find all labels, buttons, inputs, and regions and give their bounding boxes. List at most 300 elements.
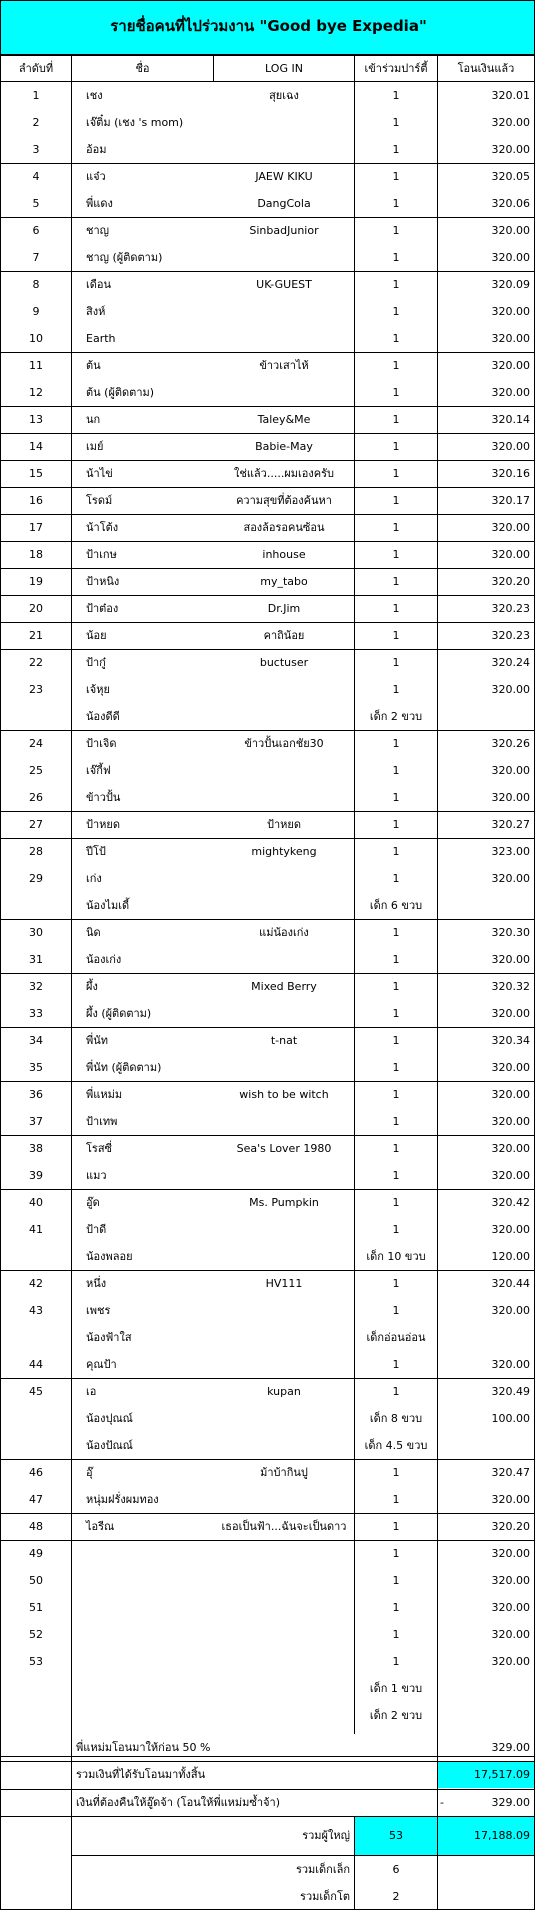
table-row <box>0 1432 535 1459</box>
row-name: น้องปัณณ์ <box>86 1439 133 1452</box>
row-join: 1 <box>392 737 400 750</box>
row-join: 1 <box>392 1466 400 1479</box>
big-kids-label: รวมเด็กโต <box>300 1890 350 1903</box>
row-name: สิงห์ <box>86 305 106 318</box>
table-row <box>0 1513 535 1540</box>
grid-hline <box>0 1027 535 1028</box>
grid-hline <box>0 1756 535 1757</box>
row-paid: 320.23 <box>491 602 530 615</box>
row-login: Taley&Me <box>257 413 311 426</box>
table-row <box>0 676 535 703</box>
row-paid: 320.00 <box>491 1304 530 1317</box>
row-number: 14 <box>29 440 43 453</box>
row-paid: 320.00 <box>491 224 530 237</box>
refund-dash: - <box>440 1796 444 1809</box>
row-name: ป้าเกษ <box>86 548 117 561</box>
row-number: 47 <box>29 1493 43 1506</box>
row-login: mightykeng <box>251 845 317 858</box>
row-number: 13 <box>29 413 43 426</box>
grid-hline <box>0 406 535 407</box>
title-banner <box>0 0 535 55</box>
table-row <box>0 1297 535 1324</box>
row-number: 38 <box>29 1142 43 1155</box>
row-name: นก <box>86 413 101 426</box>
row-paid: 320.00 <box>491 872 530 885</box>
table-row <box>0 703 535 730</box>
row-name: พี่แหม่ม <box>86 1088 123 1101</box>
row-name: ป้าต๋อง <box>86 602 119 615</box>
row-paid: 320.26 <box>491 737 530 750</box>
row-paid: 320.32 <box>491 980 530 993</box>
row-join: 1 <box>392 683 400 696</box>
row-number: 20 <box>29 602 43 615</box>
row-join: 1 <box>392 521 400 534</box>
row-paid: 100.00 <box>491 1412 530 1425</box>
refund-label: เงินที่ต้องคืนให้อู๊ดจ้า (โอนให้พี่แหม่มซ้ำจ้า) <box>76 1796 280 1809</box>
row-number: 45 <box>29 1385 43 1398</box>
row-name: หนุ่มฝรั่งผมทอง <box>86 1493 159 1506</box>
grid-hline <box>0 1459 535 1460</box>
row-join: 1 <box>392 629 400 642</box>
table-row <box>0 298 535 325</box>
grid-hline <box>0 622 535 623</box>
row-join: 1 <box>392 1169 400 1182</box>
row-join: 1 <box>392 1304 400 1317</box>
row-number: 44 <box>29 1358 43 1371</box>
row-paid: 320.00 <box>491 1358 530 1371</box>
grid-hline <box>0 352 535 353</box>
row-number: 18 <box>29 548 43 561</box>
row-paid: 320.00 <box>491 305 530 318</box>
row-paid: 320.42 <box>491 1196 530 1209</box>
row-number: 21 <box>29 629 43 642</box>
row-login: ม้าบ้ากินปู <box>260 1466 308 1479</box>
row-join: 1 <box>392 1493 400 1506</box>
row-join: 1 <box>392 548 400 561</box>
row-paid: 320.27 <box>491 818 530 831</box>
row-join: เด็ก 6 ขวบ <box>369 899 423 912</box>
grid-hline <box>0 1789 535 1790</box>
row-login: เธอเป็นฟ้า...ฉันจะเป็นดาว <box>221 1520 347 1533</box>
row-login: SinbadJunior <box>249 224 319 237</box>
row-number: 7 <box>32 251 40 264</box>
row-login: ความสุขที่ต้องค้นหา <box>236 494 332 507</box>
grid-hline <box>0 595 535 596</box>
row-number: 6 <box>32 224 40 237</box>
table-row <box>0 919 535 946</box>
row-join: 1 <box>392 575 400 588</box>
row-number: 46 <box>29 1466 43 1479</box>
row-join: 1 <box>392 494 400 507</box>
header-name: ชื่อ <box>71 55 214 82</box>
row-login: UK-GUEST <box>256 278 312 291</box>
table-row <box>0 136 535 163</box>
row-paid: 320.00 <box>491 440 530 453</box>
row-join: 1 <box>392 1520 400 1533</box>
row-name: เจ๊กี้ฟ <box>86 764 111 777</box>
grid-hline <box>0 811 535 812</box>
grid-hline <box>0 271 535 272</box>
row-join: 1 <box>392 1358 400 1371</box>
row-login: ป้าหยด <box>267 818 301 831</box>
table-row <box>0 1162 535 1189</box>
row-name: น้าโต้ง <box>86 521 119 534</box>
row-paid: 320.16 <box>491 467 530 480</box>
table-row <box>0 1405 535 1432</box>
row-join: 1 <box>392 602 400 615</box>
row-join: 1 <box>392 89 400 102</box>
row-number: 11 <box>29 359 43 372</box>
row-paid: 320.00 <box>491 1115 530 1128</box>
row-paid: 320.23 <box>491 629 530 642</box>
row-join: 1 <box>392 1196 400 1209</box>
small-kids-count: 6 <box>392 1863 400 1876</box>
row-number: 53 <box>29 1655 43 1668</box>
row-name: ไอรีณ <box>86 1520 115 1533</box>
row-paid: 320.34 <box>491 1034 530 1047</box>
row-number: 31 <box>29 953 43 966</box>
adults-count: 53 <box>389 1829 403 1842</box>
row-paid: 320.00 <box>491 1007 530 1020</box>
row-login: buctuser <box>259 656 309 669</box>
row-name: เมย์ <box>86 440 104 453</box>
row-paid: 320.00 <box>491 683 530 696</box>
row-name: เอ <box>86 1385 97 1398</box>
table-row <box>0 1216 535 1243</box>
row-number: 5 <box>32 197 40 210</box>
grid-hline <box>71 1855 535 1856</box>
row-join: 1 <box>392 1601 400 1614</box>
grid-hline <box>0 973 535 974</box>
row-number: 51 <box>29 1601 43 1614</box>
grid-hline <box>0 919 535 920</box>
row-join: 1 <box>392 764 400 777</box>
row-paid: 320.44 <box>491 1277 530 1290</box>
grid-hline <box>0 163 535 164</box>
row-number: 24 <box>29 737 43 750</box>
row-login: HV111 <box>265 1277 303 1290</box>
table-row <box>0 433 535 460</box>
row-paid: 320.00 <box>491 1088 530 1101</box>
row-join: 1 <box>392 818 400 831</box>
row-paid: 320.00 <box>491 953 530 966</box>
row-name: น้องดีดี <box>86 710 120 723</box>
row-login: my_tabo <box>260 575 308 588</box>
row-join: 1 <box>392 1061 400 1074</box>
row-paid: 320.00 <box>491 1169 530 1182</box>
row-paid: 320.00 <box>491 1493 530 1506</box>
row-number: 48 <box>29 1520 43 1533</box>
table-row <box>0 460 535 487</box>
row-paid: 320.06 <box>491 197 530 210</box>
row-paid: 320.00 <box>491 1655 530 1668</box>
row-number: 8 <box>32 278 40 291</box>
row-join: 1 <box>392 1628 400 1641</box>
header-login: LOG IN <box>213 55 355 82</box>
row-paid: 320.20 <box>491 575 530 588</box>
grid-hline <box>0 1189 535 1190</box>
row-login: Mixed Berry <box>251 980 317 993</box>
advance-value: 329.00 <box>491 1741 530 1754</box>
table-row <box>0 1567 535 1594</box>
table-row <box>0 595 535 622</box>
row-paid: 320.17 <box>491 494 530 507</box>
row-name: แจ๋ว <box>86 170 106 183</box>
grid-vline <box>354 1817 355 1910</box>
grid-hline <box>0 487 535 488</box>
table-row <box>0 1081 535 1108</box>
grid-hline <box>0 1540 535 1541</box>
row-paid: 320.30 <box>491 926 530 939</box>
row-name: ผึ้ง <box>86 980 98 993</box>
row-login: Dr.Jim <box>267 602 301 615</box>
row-number: 43 <box>29 1304 43 1317</box>
row-paid: 320.47 <box>491 1466 530 1479</box>
row-paid: 320.00 <box>491 548 530 561</box>
table-row <box>0 244 535 271</box>
row-name: น้องพลอย <box>86 1250 133 1263</box>
row-name: ป้าดี <box>86 1223 107 1236</box>
grid-hline <box>0 514 535 515</box>
table-row <box>0 946 535 973</box>
row-name: ผึ้ง (ผู้ติดตาม) <box>86 1007 152 1020</box>
row-paid: 320.01 <box>491 89 530 102</box>
row-name: ชาญ <box>86 224 110 237</box>
row-number: 25 <box>29 764 43 777</box>
refund-value: 329.00 <box>491 1796 530 1809</box>
table-row <box>0 406 535 433</box>
row-name: โรสซี่ <box>86 1142 112 1155</box>
row-number: 39 <box>29 1169 43 1182</box>
row-name: ปีโป้ <box>86 845 106 858</box>
row-name: น้องฟ้าใส <box>86 1331 132 1344</box>
table-row <box>0 163 535 190</box>
row-name: ป้าเจิด <box>86 737 117 750</box>
table-row <box>0 1189 535 1216</box>
table-row <box>0 1486 535 1513</box>
row-name: เจ้หุย <box>86 683 110 696</box>
row-join: 1 <box>392 197 400 210</box>
adults-value: 17,188.09 <box>474 1829 530 1842</box>
row-login: DangCola <box>257 197 311 210</box>
table-row <box>0 1054 535 1081</box>
grid-vline <box>0 55 1 1910</box>
row-name: ป้าเทพ <box>86 1115 118 1128</box>
row-login: Babie-May <box>255 440 313 453</box>
sheet-title: รายชื่อคนที่ไปร่วมงาน "Good bye Expedia" <box>110 17 427 35</box>
advance-label: พี่แหม่มโอนมาให้ก่อน 50 % <box>76 1741 211 1754</box>
row-name: น้าไข่ <box>86 467 113 480</box>
header-join: เข้าร่วมปาร์ตี้ <box>354 55 438 82</box>
table-row <box>0 514 535 541</box>
row-login: ข้าวปั้นเอกชัย30 <box>244 737 324 750</box>
grid-hline <box>0 1761 535 1762</box>
row-join: 1 <box>392 791 400 804</box>
row-number: 22 <box>29 656 43 669</box>
table-row <box>0 82 535 109</box>
table-row <box>0 622 535 649</box>
table-row <box>0 379 535 406</box>
row-join: 1 <box>392 1115 400 1128</box>
row-login: t-nat <box>270 1034 298 1047</box>
row-number: 32 <box>29 980 43 993</box>
table-row <box>0 892 535 919</box>
row-join: 1 <box>392 953 400 966</box>
row-login: ใช่แล้ว.....ผมเองครับ <box>233 467 334 480</box>
table-row <box>0 1108 535 1135</box>
row-join: 1 <box>392 251 400 264</box>
row-name: แมว <box>86 1169 107 1182</box>
table-row <box>0 1594 535 1621</box>
big-kids-count: 2 <box>392 1890 400 1903</box>
table-row <box>0 1378 535 1405</box>
row-login: สองล้อรอคนซ้อน <box>243 521 325 534</box>
table-row <box>0 541 535 568</box>
row-join: 1 <box>392 1088 400 1101</box>
row-number: 12 <box>29 386 43 399</box>
row-join: 1 <box>392 1385 400 1398</box>
table-row <box>0 730 535 757</box>
row-join: เด็กอ่อนอ่อน <box>366 1331 426 1344</box>
row-join: 1 <box>392 1547 400 1560</box>
row-paid: 320.09 <box>491 278 530 291</box>
row-number: 34 <box>29 1034 43 1047</box>
table-row <box>0 811 535 838</box>
row-name: อุ๊ <box>86 1466 93 1479</box>
grid-hline <box>0 217 535 218</box>
row-join: 1 <box>392 305 400 318</box>
row-number: 2 <box>32 116 40 129</box>
row-number: 9 <box>32 305 40 318</box>
table-row <box>0 865 535 892</box>
row-number: 23 <box>29 683 43 696</box>
table-row <box>0 1000 535 1027</box>
row-name: พี่นัท (ผู้ติดตาม) <box>86 1061 162 1074</box>
row-join: 1 <box>392 413 400 426</box>
row-number: 26 <box>29 791 43 804</box>
row-login: JAEW KIKU <box>255 170 313 183</box>
row-number: 50 <box>29 1574 43 1587</box>
row-join: 1 <box>392 332 400 345</box>
table-row <box>0 1621 535 1648</box>
grid-vline <box>354 82 355 1734</box>
row-name: ป้ากู๋ <box>86 656 106 669</box>
grid-hline <box>0 541 535 542</box>
table-row <box>0 190 535 217</box>
row-join: เด็ก 2 ขวบ <box>369 710 423 723</box>
grid-hline <box>0 460 535 461</box>
row-name: น้อย <box>86 629 107 642</box>
grid-hline <box>0 1513 535 1514</box>
row-number: 15 <box>29 467 43 480</box>
header-paid: โอนเงินแล้ว <box>437 55 535 82</box>
row-paid: 320.00 <box>491 1142 530 1155</box>
row-paid: 320.00 <box>491 1628 530 1641</box>
row-paid: 320.00 <box>491 251 530 264</box>
row-number: 37 <box>29 1115 43 1128</box>
row-join: 1 <box>392 656 400 669</box>
adults-label: รวมผู้ใหญ่ <box>302 1829 350 1842</box>
row-name: ข้าวปั้น <box>86 791 121 804</box>
table-row <box>0 1459 535 1486</box>
small-kids-label: รวมเด็กเล็ก <box>295 1863 350 1876</box>
row-paid: 120.00 <box>491 1250 530 1263</box>
table-row <box>0 1270 535 1297</box>
row-name: โรดม์ <box>86 494 113 507</box>
table-row <box>0 487 535 514</box>
row-paid: 320.00 <box>491 791 530 804</box>
grid-hline <box>0 433 535 434</box>
row-join: เด็ก 1 ขวบ <box>369 1682 423 1695</box>
table-row <box>0 649 535 676</box>
table-row <box>0 838 535 865</box>
row-number: 16 <box>29 494 43 507</box>
row-number: 19 <box>29 575 43 588</box>
row-number: 30 <box>29 926 43 939</box>
header-no: ลำดับที่ <box>0 55 72 82</box>
row-name: พี่นัท <box>86 1034 109 1047</box>
row-name: เก่ง <box>86 872 102 885</box>
row-join: 1 <box>392 1574 400 1587</box>
table-row <box>0 352 535 379</box>
row-join: 1 <box>392 386 400 399</box>
grid-hline <box>0 1378 535 1379</box>
row-join: 1 <box>392 1655 400 1668</box>
table-row <box>0 757 535 784</box>
row-number: 17 <box>29 521 43 534</box>
row-join: 1 <box>392 440 400 453</box>
row-login: แม่น้องเก่ง <box>259 926 309 939</box>
table-row <box>0 109 535 136</box>
grid-hline <box>0 838 535 839</box>
row-login: Sea's Lover 1980 <box>236 1142 332 1155</box>
row-name: นิด <box>86 926 101 939</box>
row-paid: 320.00 <box>491 1223 530 1236</box>
row-join: 1 <box>392 116 400 129</box>
row-paid: 320.00 <box>491 521 530 534</box>
row-number: 3 <box>32 143 40 156</box>
row-join: เด็ก 4.5 ขวบ <box>364 1439 428 1452</box>
row-paid: 320.20 <box>491 1520 530 1533</box>
row-number: 1 <box>32 89 40 102</box>
row-number: 40 <box>29 1196 43 1209</box>
row-number: 42 <box>29 1277 43 1290</box>
row-paid: 320.00 <box>491 359 530 372</box>
grid-hline <box>0 568 535 569</box>
grid-hline <box>0 649 535 650</box>
row-paid: 320.00 <box>491 1574 530 1587</box>
table-row <box>0 568 535 595</box>
row-number: 27 <box>29 818 43 831</box>
table-row <box>0 325 535 352</box>
table-row <box>0 1027 535 1054</box>
table-row <box>0 271 535 298</box>
table-row <box>0 1702 535 1729</box>
row-name: อู๊ด <box>86 1196 100 1209</box>
row-join: 1 <box>392 467 400 480</box>
row-join: 1 <box>392 1223 400 1236</box>
table-row <box>0 784 535 811</box>
row-paid: 320.00 <box>491 386 530 399</box>
row-join: 1 <box>392 980 400 993</box>
row-paid: 320.00 <box>491 764 530 777</box>
row-join: 1 <box>392 926 400 939</box>
row-paid: 320.05 <box>491 170 530 183</box>
row-name: ต้น (ผู้ติดตาม) <box>86 386 155 399</box>
row-paid: 320.24 <box>491 656 530 669</box>
row-paid: 320.00 <box>491 1061 530 1074</box>
grid-vline <box>71 55 72 1910</box>
